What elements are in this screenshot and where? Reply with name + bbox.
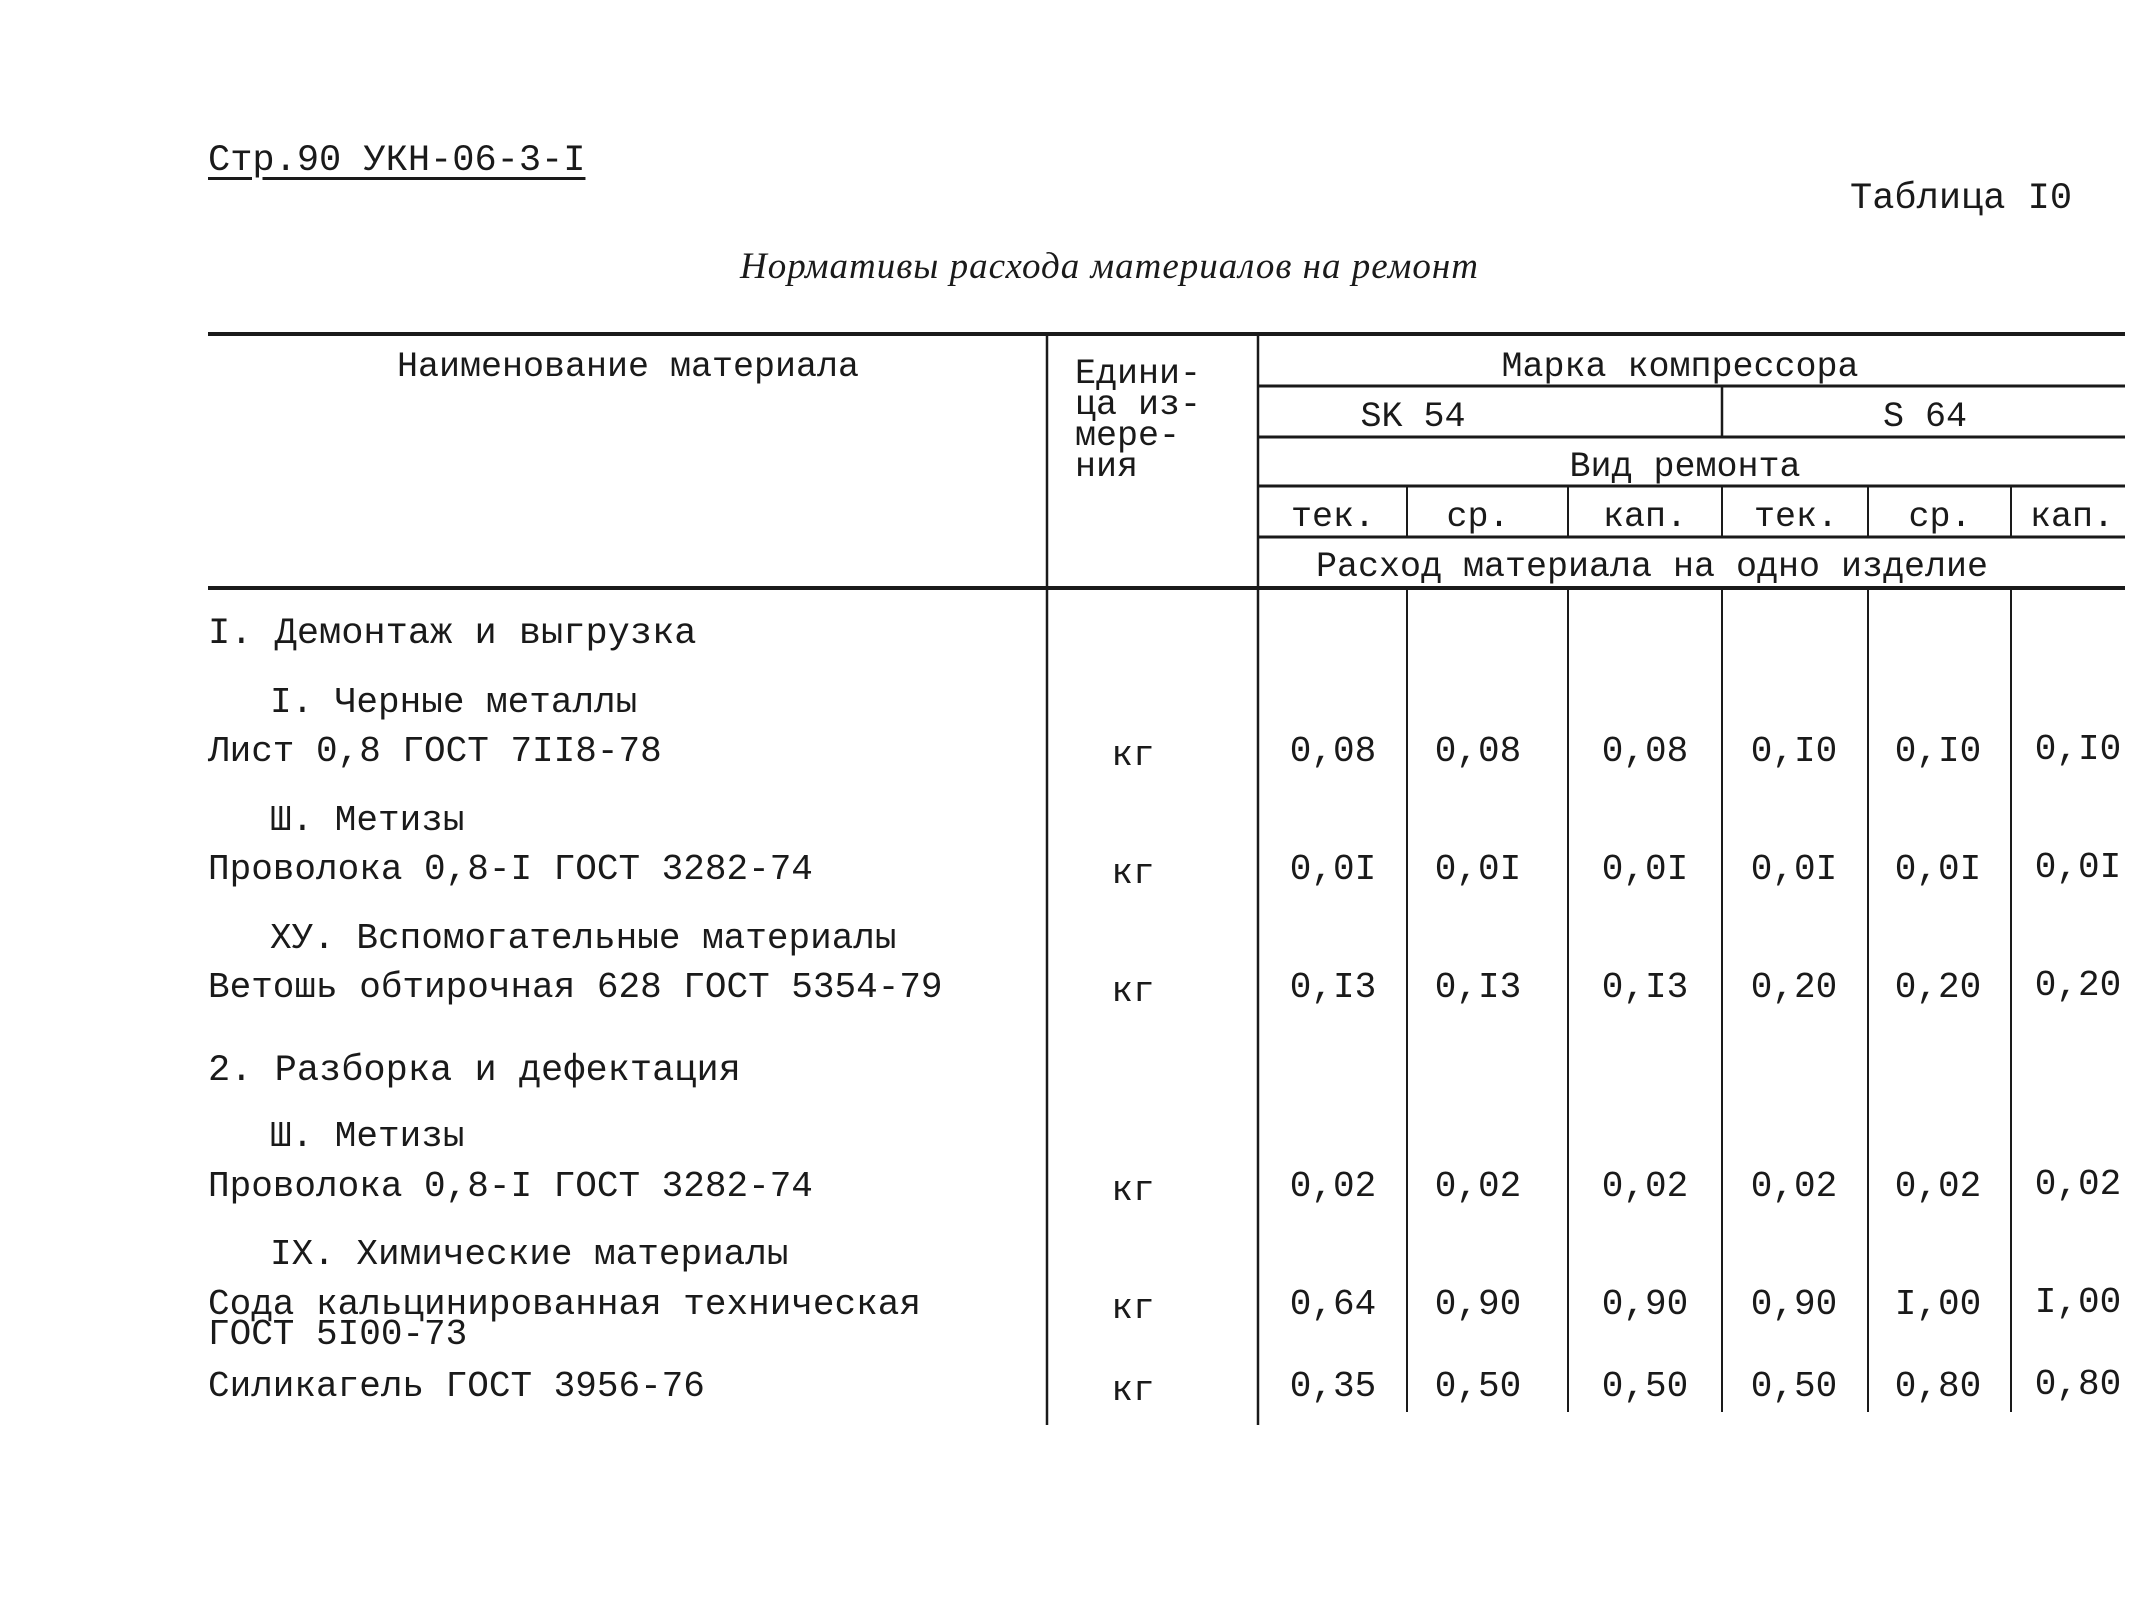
value-cell: 0,0I [1434, 849, 1522, 890]
header-unit-line-1: Едини- [1075, 354, 1202, 394]
page-header: Стр.90 УКН-06-3-I [208, 140, 586, 182]
header-unit-line-2: ца из- [1075, 385, 1202, 425]
unit-cell: кг [1111, 735, 1155, 776]
value-cell: 0,08 [1434, 731, 1522, 772]
value-cell: 0,90 [1601, 1284, 1689, 1325]
group-title: ХУ. Вспомогательные материалы [270, 918, 897, 959]
group-title: Ш. Метизы [270, 1116, 465, 1157]
value-cell: 0,08 [1601, 731, 1689, 772]
header-material-name: Наименование материала [396, 347, 860, 387]
material-name: Проволока 0,8-I ГОСТ 3282-74 [208, 1166, 813, 1207]
header-repair-kind: тек. [1753, 497, 1839, 537]
header-model-s64: S 64 [1882, 397, 1968, 437]
value-cell: 0,50 [1750, 1366, 1838, 1407]
value-cell: 0,0I [1750, 849, 1838, 890]
group-title: I. Черные металлы [270, 682, 638, 723]
header-compressor-brand: Марка компрессора [1501, 347, 1859, 387]
value-cell: 0,I3 [1434, 967, 1522, 1008]
value-cell: 0,35 [1289, 1366, 1377, 1407]
material-name: Проволока 0,8-I ГОСТ 3282-74 [208, 849, 813, 890]
value-cell: 0,I3 [1601, 967, 1689, 1008]
header-model-sk54: SK 54 [1360, 397, 1466, 437]
value-cell: 0,02 [1601, 1166, 1689, 1207]
value-cell: 0,02 [1289, 1166, 1377, 1207]
value-cell: 0,90 [1750, 1284, 1838, 1325]
value-cell: 0,I0 [2034, 729, 2122, 770]
header-repair-kind: ср. [1908, 497, 1972, 537]
unit-cell: кг [1111, 853, 1155, 894]
value-cell: 0,02 [1894, 1166, 1982, 1207]
value-cell: 0,0I [1601, 849, 1689, 890]
header-repair-type: Вид ремонта [1569, 447, 1801, 487]
value-cell: 0,64 [1289, 1284, 1377, 1325]
value-cell: I,00 [2034, 1282, 2122, 1323]
value-cell: 0,80 [1894, 1366, 1982, 1407]
header-unit-line-3: мере- [1075, 416, 1181, 456]
group-title: IX. Химические материалы [270, 1234, 789, 1275]
section-title: 2. Разборка и дефектация [208, 1050, 741, 1092]
value-cell: 0,02 [1434, 1166, 1522, 1207]
material-name: Сода кальцинированная техническая [208, 1284, 921, 1325]
value-cell: 0,20 [2034, 965, 2122, 1006]
value-cell: 0,I3 [1289, 967, 1377, 1008]
value-cell: 0,20 [1894, 967, 1982, 1008]
header-repair-kind: ср. [1446, 497, 1510, 537]
table-title: Нормативы расхода материалов на ремонт [740, 246, 1479, 287]
value-cell: 0,I0 [1750, 731, 1838, 772]
value-cell: 0,50 [1434, 1366, 1522, 1407]
material-name: Ветошь обтирочная 628 ГОСТ 5354-79 [208, 967, 943, 1008]
header-consumption: Расход материала на одно изделие [1315, 547, 1989, 587]
value-cell: 0,08 [1289, 731, 1377, 772]
value-cell: 0,90 [1434, 1284, 1522, 1325]
unit-cell: кг [1111, 1170, 1155, 1211]
unit-cell: кг [1111, 1288, 1155, 1329]
header-repair-kind: кап. [2029, 497, 2115, 537]
value-cell: 0,02 [1750, 1166, 1838, 1207]
value-cell: 0,80 [2034, 1364, 2122, 1405]
material-name: Силикагель ГОСТ 3956-76 [208, 1366, 705, 1407]
value-cell: 0,0I [1894, 849, 1982, 890]
value-cell: 0,0I [2034, 847, 2122, 888]
value-cell: 0,50 [1601, 1366, 1689, 1407]
material-name: Лист 0,8 ГОСТ 7II8-78 [208, 731, 662, 772]
section-title: I. Демонтаж и выгрузка [208, 613, 697, 655]
value-cell: 0,0I [1289, 849, 1377, 890]
group-title: Ш. Метизы [270, 800, 465, 841]
header-unit-line-4: ния [1075, 447, 1139, 487]
value-cell: 0,20 [1750, 967, 1838, 1008]
unit-cell: кг [1111, 971, 1155, 1012]
unit-cell: кг [1111, 1370, 1155, 1411]
table-number: Таблица I0 [1850, 178, 2073, 220]
value-cell: I,00 [1894, 1284, 1982, 1325]
header-repair-kind: тек. [1290, 497, 1376, 537]
value-cell: 0,02 [2034, 1164, 2122, 1205]
value-cell: 0,I0 [1894, 731, 1982, 772]
header-repair-kind: кап. [1602, 497, 1688, 537]
material-name-continued: ГОСТ 5I00-73 [208, 1314, 468, 1355]
